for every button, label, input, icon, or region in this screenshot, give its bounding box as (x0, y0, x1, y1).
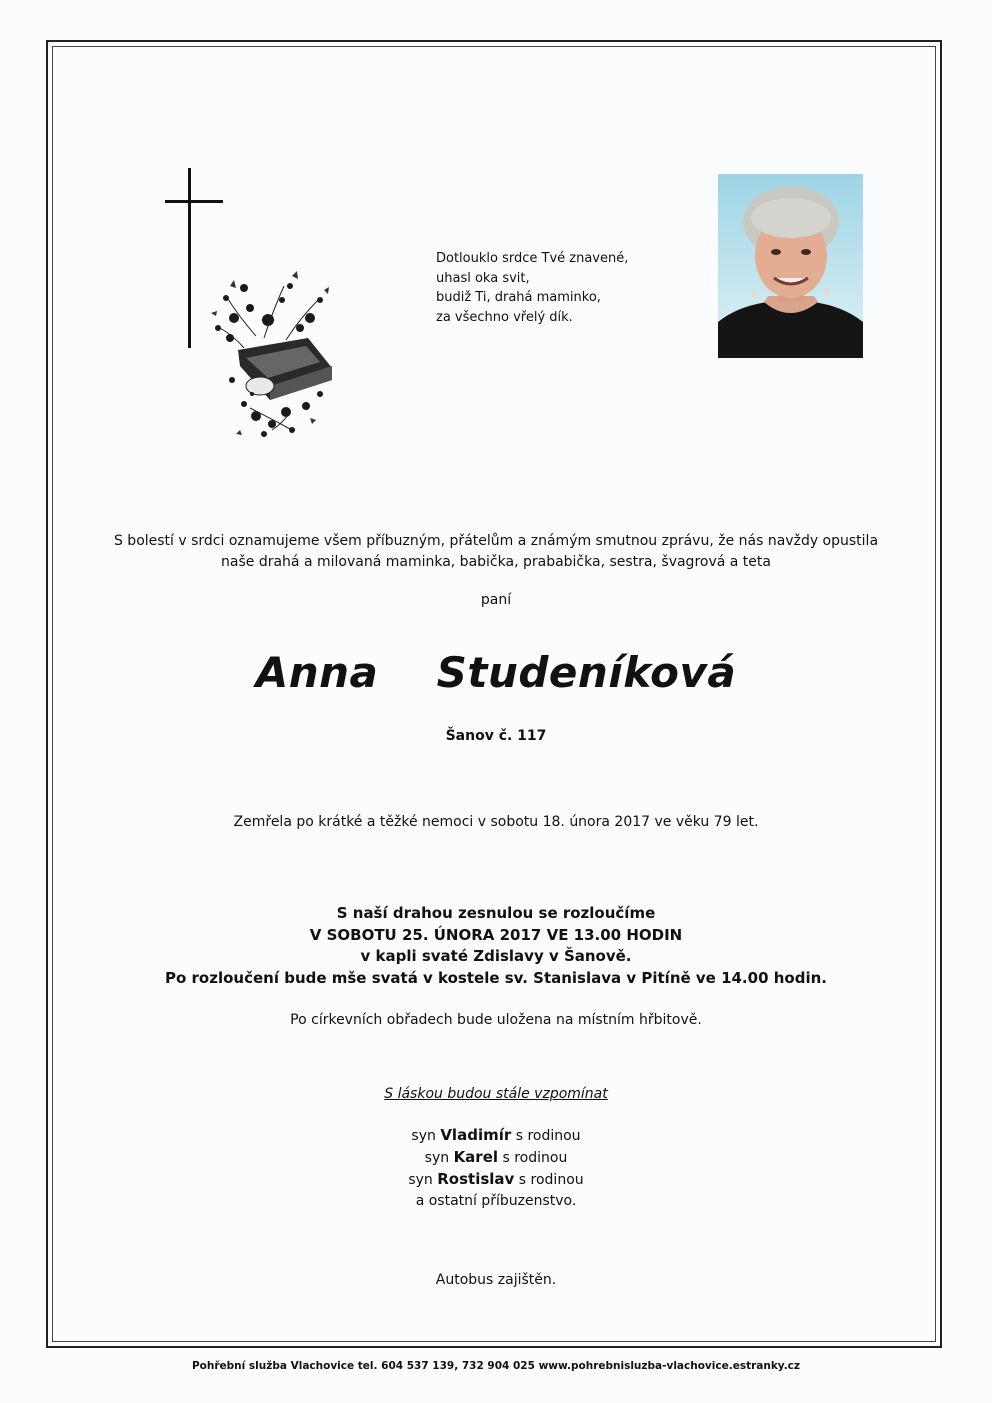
mourner-name: Rostislav (437, 1170, 515, 1188)
honorific: paní (480, 592, 512, 608)
mourner-prefix: syn (424, 1150, 450, 1166)
portrait-photo (718, 174, 863, 358)
mourner-others: a ostatní příbuzenstvo. (415, 1193, 577, 1209)
mourners-title: S láskou budou stále vzpomínat (384, 1086, 608, 1102)
mourner-row (60, 1125, 932, 1147)
mourner-suffix: s rodinou (518, 1172, 584, 1188)
farewell-line: v kapli svaté Zdislavy v Šanově. (360, 947, 632, 965)
poem (436, 249, 628, 327)
poem-line: uhasl oka svit, (436, 270, 530, 286)
mourner-suffix: s rodinou (502, 1150, 568, 1166)
mourner-name: Karel (453, 1148, 499, 1166)
farewell-line: V SOBOTU 25. ÚNORA 2017 VE 13.00 HODIN (309, 925, 683, 944)
mourner-row (60, 1147, 932, 1169)
intro-line: naše drahá a milovaná maminka, babička, prababička, sestra, švagrová a teta (221, 554, 771, 570)
mourner-suffix: s rodinou (515, 1128, 581, 1144)
deceased-name: Anna Studeníková (255, 648, 737, 697)
poem-line: budiž Ti, drahá maminko, (436, 290, 601, 305)
intro-line: S bolestí v srdci oznamujeme všem příbuzným, přátelům a známým smutnou zprávu, že nás navždy opustila (113, 533, 879, 549)
burial-note: Po církevních obřadech bude uložena na místním hřbitově. (290, 1012, 702, 1028)
farewell-line: S naší drahou zesnulou se rozloučíme (336, 904, 656, 922)
mourner-prefix: syn (408, 1172, 433, 1188)
announcement-intro (60, 531, 932, 573)
poem-line: za všechno vřelý dík. (436, 309, 573, 325)
mourner-prefix: syn (411, 1128, 436, 1144)
bus-note: Autobus zajištěn. (435, 1272, 557, 1288)
farewell-line: Po rozloučení bude mše svatá v kostele sv. Stanislava v Pitíně ve 14.00 hodin. (165, 968, 827, 987)
cross-icon (160, 168, 350, 448)
address: Šanov č. 117 (445, 728, 547, 744)
poem-line: Dotlouklo srdce Tvé znavené, (436, 251, 629, 266)
death-notice: Zemřela po krátké a těžké nemoci v sobotu 18. února 2017 ve věku 79 let. (233, 814, 759, 830)
mourners-list (60, 1125, 932, 1212)
mourner-name: Vladimír (440, 1126, 512, 1144)
farewell-details (60, 903, 932, 989)
funeral-service-footer: Pohřební služba Vlachovice tel. 604 537 139, 732 904 025 www.pohrebnisluzba-vlachovice.estranky.cz (191, 1360, 801, 1372)
mourner-row (60, 1169, 932, 1191)
